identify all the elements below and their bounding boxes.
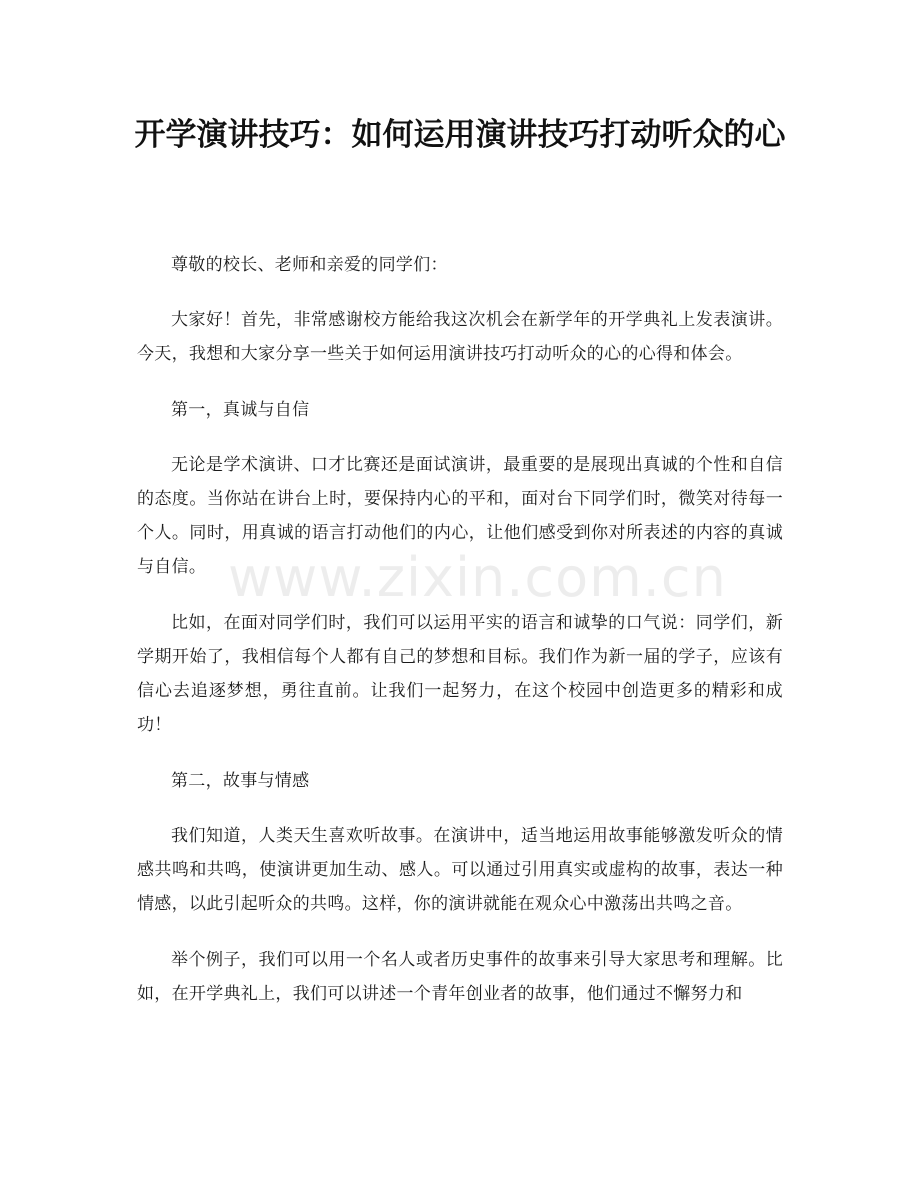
story-example-paragraph: 举个例子，我们可以用一个名人或者历史事件的故事来引导大家思考和理解。比如，在开学典礼上，我们可以讲述一个青年创业者的故事，他们通过不懈努力和: [137, 950, 783, 1004]
greeting-paragraph: 尊敬的校长、老师和亲爱的同学们：: [171, 255, 448, 275]
sincerity-paragraph: 无论是学术演讲、口才比赛还是面试演讲，最重要的是展现出真诚的个性和自信的态度。当你站在讲台上时，要保持内心的平和，面对台下同学们时，微笑对待每一个人。同时，用真诚的语言打动他们的内心，让他们感受到你对所表述的内容的真诚与自信。: [137, 455, 783, 577]
watermark-text: www.zixin.com.cn: [228, 546, 727, 609]
section-heading-story: 第二，故事与情感: [171, 771, 310, 791]
document-title: 开学演讲技巧：如何运用演讲技巧打动听众的心: [134, 117, 786, 153]
sincerity-example-paragraph: 比如，在面对同学们时，我们可以运用平实的语言和诚挚的口气说：同学们，新学期开始了，我相信每个人都有自己的梦想和目标。我们作为新一届的学子，应该有信心去追逐梦想，勇往直前。让我们一起努力，在这个校园中创造更多的精彩和成功！: [137, 613, 783, 735]
intro-paragraph: 大家好！首先，非常感谢校方能给我这次机会在新学年的开学典礼上发表演讲。今天，我想和大家分享一些关于如何运用演讲技巧打动听众的心的心得和体会。: [137, 310, 783, 364]
document-body: [137, 248, 783, 1033]
story-paragraph: 我们知道，人类天生喜欢听故事。在演讲中，适当地运用故事能够激发听众的情感共鸣和共鸣，使演讲更加生动、感人。可以通过引用真实或虚构的故事，表达一种情感，以此引起听众的共鸣。这样，你的演讲就能在观众心中激荡出共鸣之音。: [137, 826, 783, 914]
section-heading-sincerity: 第一，真诚与自信: [171, 400, 310, 420]
